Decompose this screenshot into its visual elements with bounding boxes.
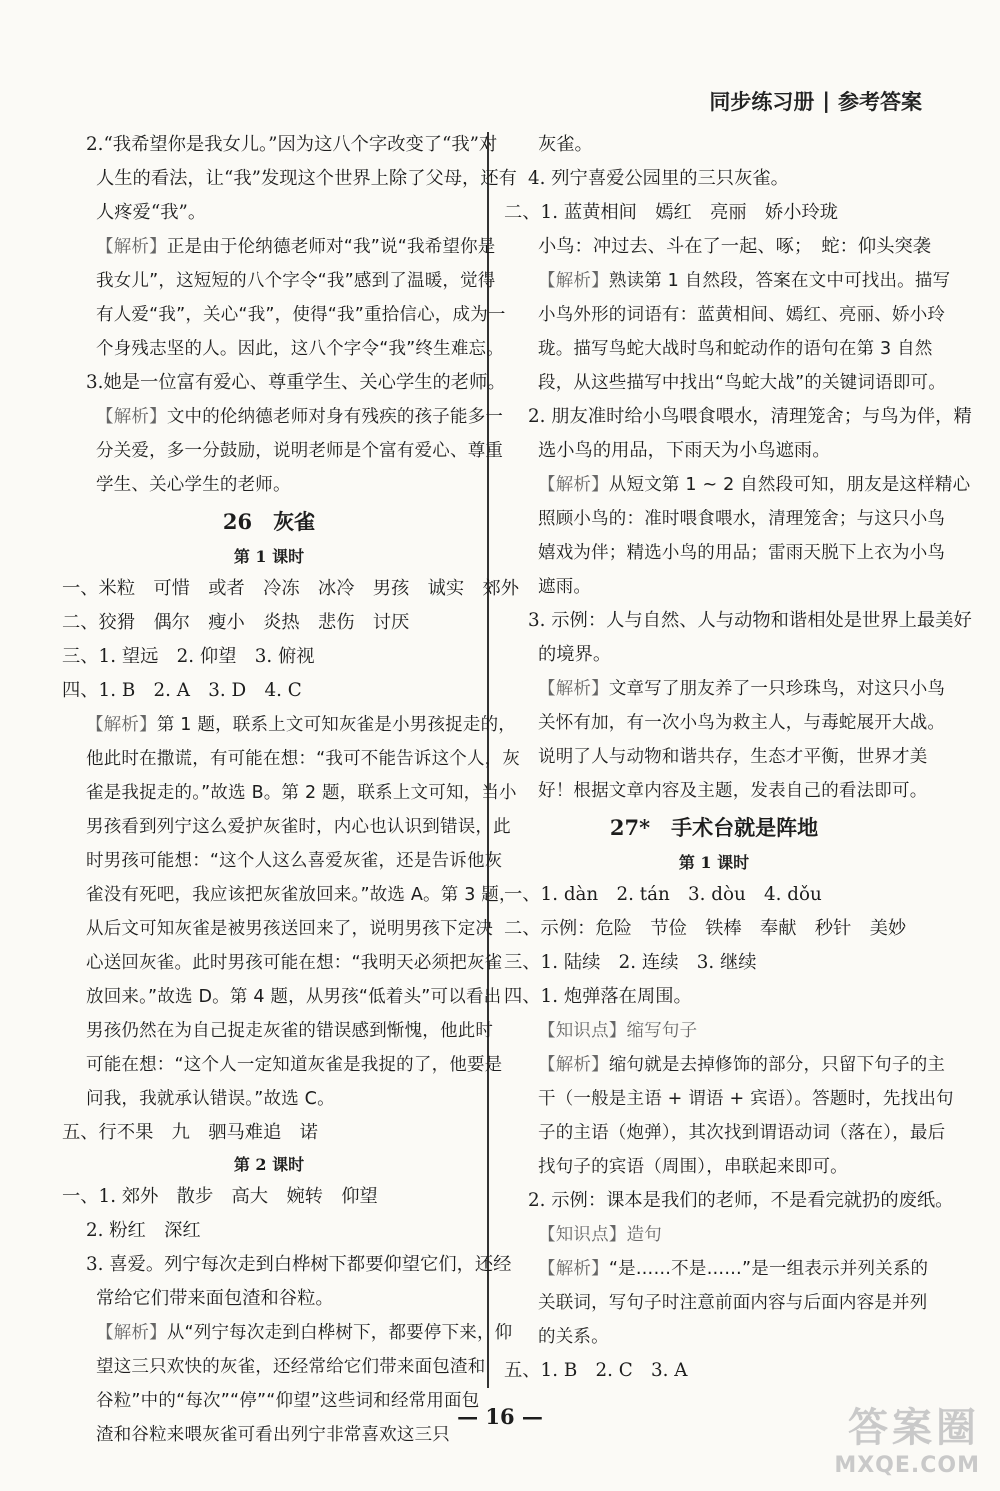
line-text: 他此时在撒谎，有可能在想：“我可不能告诉这个人，灰 [86,749,521,769]
text-line [504,1014,924,1048]
text-line [62,196,476,230]
text-line [504,468,971,502]
analysis-tag: 【解析】 [538,679,609,699]
line-text: 分关爱，多一分鼓励，说明老师是个富有爱心、尊重 [96,441,504,461]
line-text: 熟读第 1 自然段，答案在文中可找出。描写 [608,271,951,291]
line-text: 缩写句子 [626,1021,698,1041]
line-text: 嬉戏为伴；精选小鸟的用品；雷雨天脱下上衣为小鸟 [538,543,946,563]
analysis-tag: 【解析】 [96,407,167,427]
line-text: 心送回灰雀。此时男孩可能在想：“我明天必须把灰雀 [86,953,503,973]
line-text: 2. 朋友准时给小鸟喂食喂水，清理笼舍；与鸟为伴，精 [528,406,972,427]
line-text: 照顾小鸟的：准时喂食喂水，清理笼舍；与这只小鸟 [538,509,946,529]
text-line [62,674,476,708]
text-line [504,706,946,740]
line-text: 有人爱“我”，关心“我”，使得“我”重拾信心，成为一 [96,305,506,325]
text-line [504,912,924,946]
line-text: 二、示例：危险 节俭 铁棒 奉献 秒针 美妙 [504,918,907,939]
text-line [62,1214,476,1248]
text-line [504,1116,946,1150]
text-line [504,774,928,808]
text-line [504,366,946,400]
line-text: 人生的看法，让“我”发现这个世界上除了父母，还有 [96,168,517,189]
lesson-title [62,502,476,542]
line-text: 渣和谷粒来喂灰雀可看出列宁非常喜欢这三只 [96,1425,450,1445]
line-text: 3. 喜爱。列宁每次走到白桦树下都要仰望它们，还经 [86,1254,512,1275]
line-text: 小鸟：冲过去、斗在了一起、啄； 蛇：仰头突袭 [538,236,932,257]
analysis-tag: 【知识点】 [538,1021,627,1041]
line-text: 四、1. 炮弹落在周围。 [504,986,692,1007]
text-line [62,946,503,980]
analysis-tag: 【解析】 [538,475,609,495]
text-line [62,572,520,606]
text-line [504,638,924,672]
line-text: 第 1 题，联系上文可知灰雀是小男孩捉走的， [156,715,516,735]
lesson-period [62,1150,476,1180]
text-line [62,128,498,162]
line-text: 2.“我希望你是我女儿。”因为这八个字改变了“我”对 [86,134,498,155]
analysis-tag: 【解析】 [538,1055,609,1075]
text-line [62,606,476,640]
line-text: 四、1. B 2. A 3. D 4. C [62,680,302,701]
text-line [62,1082,476,1116]
line-text: “是……不是……”是一组表示并列关系的 [608,1259,929,1279]
line-text: 珑。描写鸟蛇大战时鸟和蛇动作的语句在第 3 自然 [538,339,933,359]
line-text: 2. 示例：课本是我们的老师，不是看完就扔的废纸。 [528,1190,954,1211]
line-text: 从“列宁每次走到白桦树下，都要停下来，仰 [166,1323,513,1343]
text-line [62,1048,503,1082]
line-text: 第 1 课时 [233,547,305,566]
line-text: 学生、关心学生的老师。 [96,475,291,495]
line-text: 小鸟外形的词语有：蓝黄相间、嫣红、亮丽、娇小玲 [538,305,946,325]
line-text: 三、1. 望远 2. 仰望 3. 俯视 [62,646,315,667]
line-text: 好！根据文章内容及主题，发表自己的看法即可。 [538,781,928,801]
line-text: 放回来。”故选 D。第 4 题，从男孩“低着头”可以看出 [86,987,502,1007]
line-text: 灰雀。 [538,134,593,155]
text-line [62,366,506,400]
text-line [62,912,494,946]
text-line [504,536,946,570]
line-text: 可能在想：“这个人一定知道灰雀是我捉的了，他要是 [86,1055,503,1075]
text-line [504,1286,928,1320]
line-text: 造句 [626,1225,662,1245]
text-line [62,640,476,674]
line-text: 从短文第 1 ~ 2 自然段可知，朋友是这样精心 [608,475,971,495]
line-text: 找句子的宾语（周围），串联起来即可。 [538,1157,848,1177]
analysis-tag: 【解析】 [96,1323,167,1343]
text-line [504,1150,924,1184]
text-line [504,298,946,332]
lesson-period [62,542,476,572]
line-text: 3. 示例：人与自然、人与动物和谐相处是世界上最美好 [528,610,972,631]
line-text: 文章写了朋友养了一只珍珠鸟，对这只小鸟 [608,679,946,699]
line-text: 2. 粉红 深红 [86,1220,201,1241]
line-text: 个身残志坚的人。因此，这八个字令“我”终生难忘。 [96,339,504,359]
line-text: 时男孩可能想：“这个人这么喜爱灰雀，还是告诉他灰 [86,851,503,871]
line-text: 五、1. B 2. C 3. A [504,1360,688,1381]
text-line [504,128,924,162]
line-text: 一、米粒 可惜 或者 冷冻 冰冷 男孩 诚实 郊外 [62,578,520,599]
line-text: 一、1. dàn 2. tán 3. dòu 4. dǒu [504,884,822,905]
line-text: 三、1. 陆续 2. 连续 3. 继续 [504,952,757,973]
line-text: 子的主语（炮弹），其次找到谓语动词（落在），最后 [538,1123,946,1143]
line-text: 问我，我就承认错误。”故选 C。 [86,1089,335,1109]
text-line [504,570,924,604]
text-line [62,264,496,298]
line-text: 从后文可知灰雀是被男孩送回来了，说明男孩下定决 [86,919,494,939]
text-line [62,1350,486,1384]
line-text: 3.她是一位富有爱心、尊重学生、关心学生的老师。 [86,372,506,393]
line-text: 说明了人与动物和谐共存，生态才平衡，世界才美 [538,747,928,767]
lesson-period [504,848,924,878]
line-text: 正是由于伦纳德老师对“我”说“我希望你是 [166,237,496,257]
text-line [62,1116,476,1150]
line-text: 人疼爱“我”。 [96,202,207,223]
line-text: 第 1 课时 [678,853,750,872]
text-line [504,434,924,468]
text-line [504,502,946,536]
line-text: 26 灰雀 [222,509,316,534]
text-line [504,196,924,230]
text-line [62,708,516,742]
text-line [504,1184,954,1218]
watermark-text: 答案圈 [848,1405,980,1451]
text-line [504,1218,924,1252]
text-line [504,162,924,196]
line-text: 男孩仍然在为自己捉走灰雀的错误感到惭愧，他此时 [86,1021,494,1041]
text-line [504,946,924,980]
line-text: 男孩看到列宁这么爱护灰雀时，内心也认识到错误，此 [86,817,511,837]
line-text: 选小鸟的用品，下雨天为小鸟遮雨。 [538,440,831,461]
text-line [62,332,504,366]
line-text: 二、1. 蓝黄相间 嫣红 亮丽 娇小玲珑 [504,202,839,223]
line-text: 常给它们带来面包渣和谷粒。 [96,1288,334,1309]
book-title: 同步练习册 [709,90,815,114]
text-line [504,1354,924,1388]
line-text: 二、狡猾 偶尔 瘦小 炎热 悲伤 讨厌 [62,612,410,633]
analysis-tag: 【解析】 [538,1259,609,1279]
line-text: 段，从这些描写中找出“鸟蛇大战”的关键词语即可。 [538,373,946,393]
line-text: 望这三只欢快的灰雀，还经常给它们带来面包渣和 [96,1357,486,1377]
right-column [504,128,972,1388]
line-text: 关联词，写句子时注意前面内容与后面内容是并列 [538,1293,928,1313]
text-line [62,1316,513,1350]
text-line [504,604,972,638]
line-text: 我女儿”，这短短的八个字令“我”感到了温暖，觉得 [96,271,496,291]
lesson-title [504,808,924,848]
line-text: 干（一般是主语 + 谓语 + 宾语）。答题时，先找出句 [538,1089,954,1109]
line-text: 谷粒”中的“每次”“停”“仰望”这些词和经常用面包 [96,1391,480,1411]
page-header [709,86,922,116]
text-line [62,742,521,776]
text-line [62,810,511,844]
text-line [504,400,972,434]
line-text: 雀没有死吧，我应该把灰雀放回来。”故选 A。第 3 题， [86,885,517,905]
text-line [62,1282,476,1316]
line-text: 的关系。 [538,1327,609,1347]
line-text: 关怀有加，有一次小鸟为救主人，与毒蛇展开大战。 [538,713,946,733]
watermark-logo [780,1396,980,1481]
text-line [62,230,496,264]
text-line [504,740,928,774]
line-text: 的境界。 [538,644,612,665]
text-line [504,264,951,298]
text-line [504,672,946,706]
text-line [62,878,517,912]
line-text: 五、行不果 九 驷马难追 诺 [62,1122,318,1143]
text-line [504,332,933,366]
text-line [504,230,932,264]
line-text: 4. 列宁喜爱公园里的三只灰雀。 [528,168,789,189]
text-line [504,878,924,912]
line-text: 文中的伦纳德老师对身有残疾的孩子能多一 [166,407,504,427]
line-text: 缩句就是去掉修饰的部分，只留下句子的主 [608,1055,946,1075]
text-line [62,1248,512,1282]
text-line [62,980,502,1014]
text-line [504,1048,946,1082]
section-title: 参考答案 [838,90,922,114]
text-line [62,1180,476,1214]
line-text: 一、1. 郊外 散步 高大 婉转 仰望 [62,1186,378,1207]
page-number: — 16 — [457,1404,543,1429]
text-line [62,844,503,878]
text-line [504,980,924,1014]
header-separator: | [822,89,830,113]
analysis-tag: 【解析】 [86,715,157,735]
text-line [62,298,506,332]
text-line [62,776,517,810]
analysis-tag: 【解析】 [538,271,609,291]
analysis-tag: 【知识点】 [538,1225,627,1245]
text-line [504,1252,929,1286]
text-line [504,1320,924,1354]
line-text: 遮雨。 [538,577,592,597]
analysis-tag: 【解析】 [96,237,167,257]
text-line [504,1082,954,1116]
line-text: 27* 手术台就是阵地 [609,815,819,840]
text-line [62,162,517,196]
line-text: 雀是我捉走的。”故选 B。第 2 题，联系上文可知，当小 [86,783,517,803]
text-line [62,468,476,502]
line-text: 第 2 课时 [233,1155,305,1174]
text-line [62,434,504,468]
text-line [62,400,504,434]
watermark-url: MXQE.COM [834,1453,980,1478]
text-line [62,1014,494,1048]
